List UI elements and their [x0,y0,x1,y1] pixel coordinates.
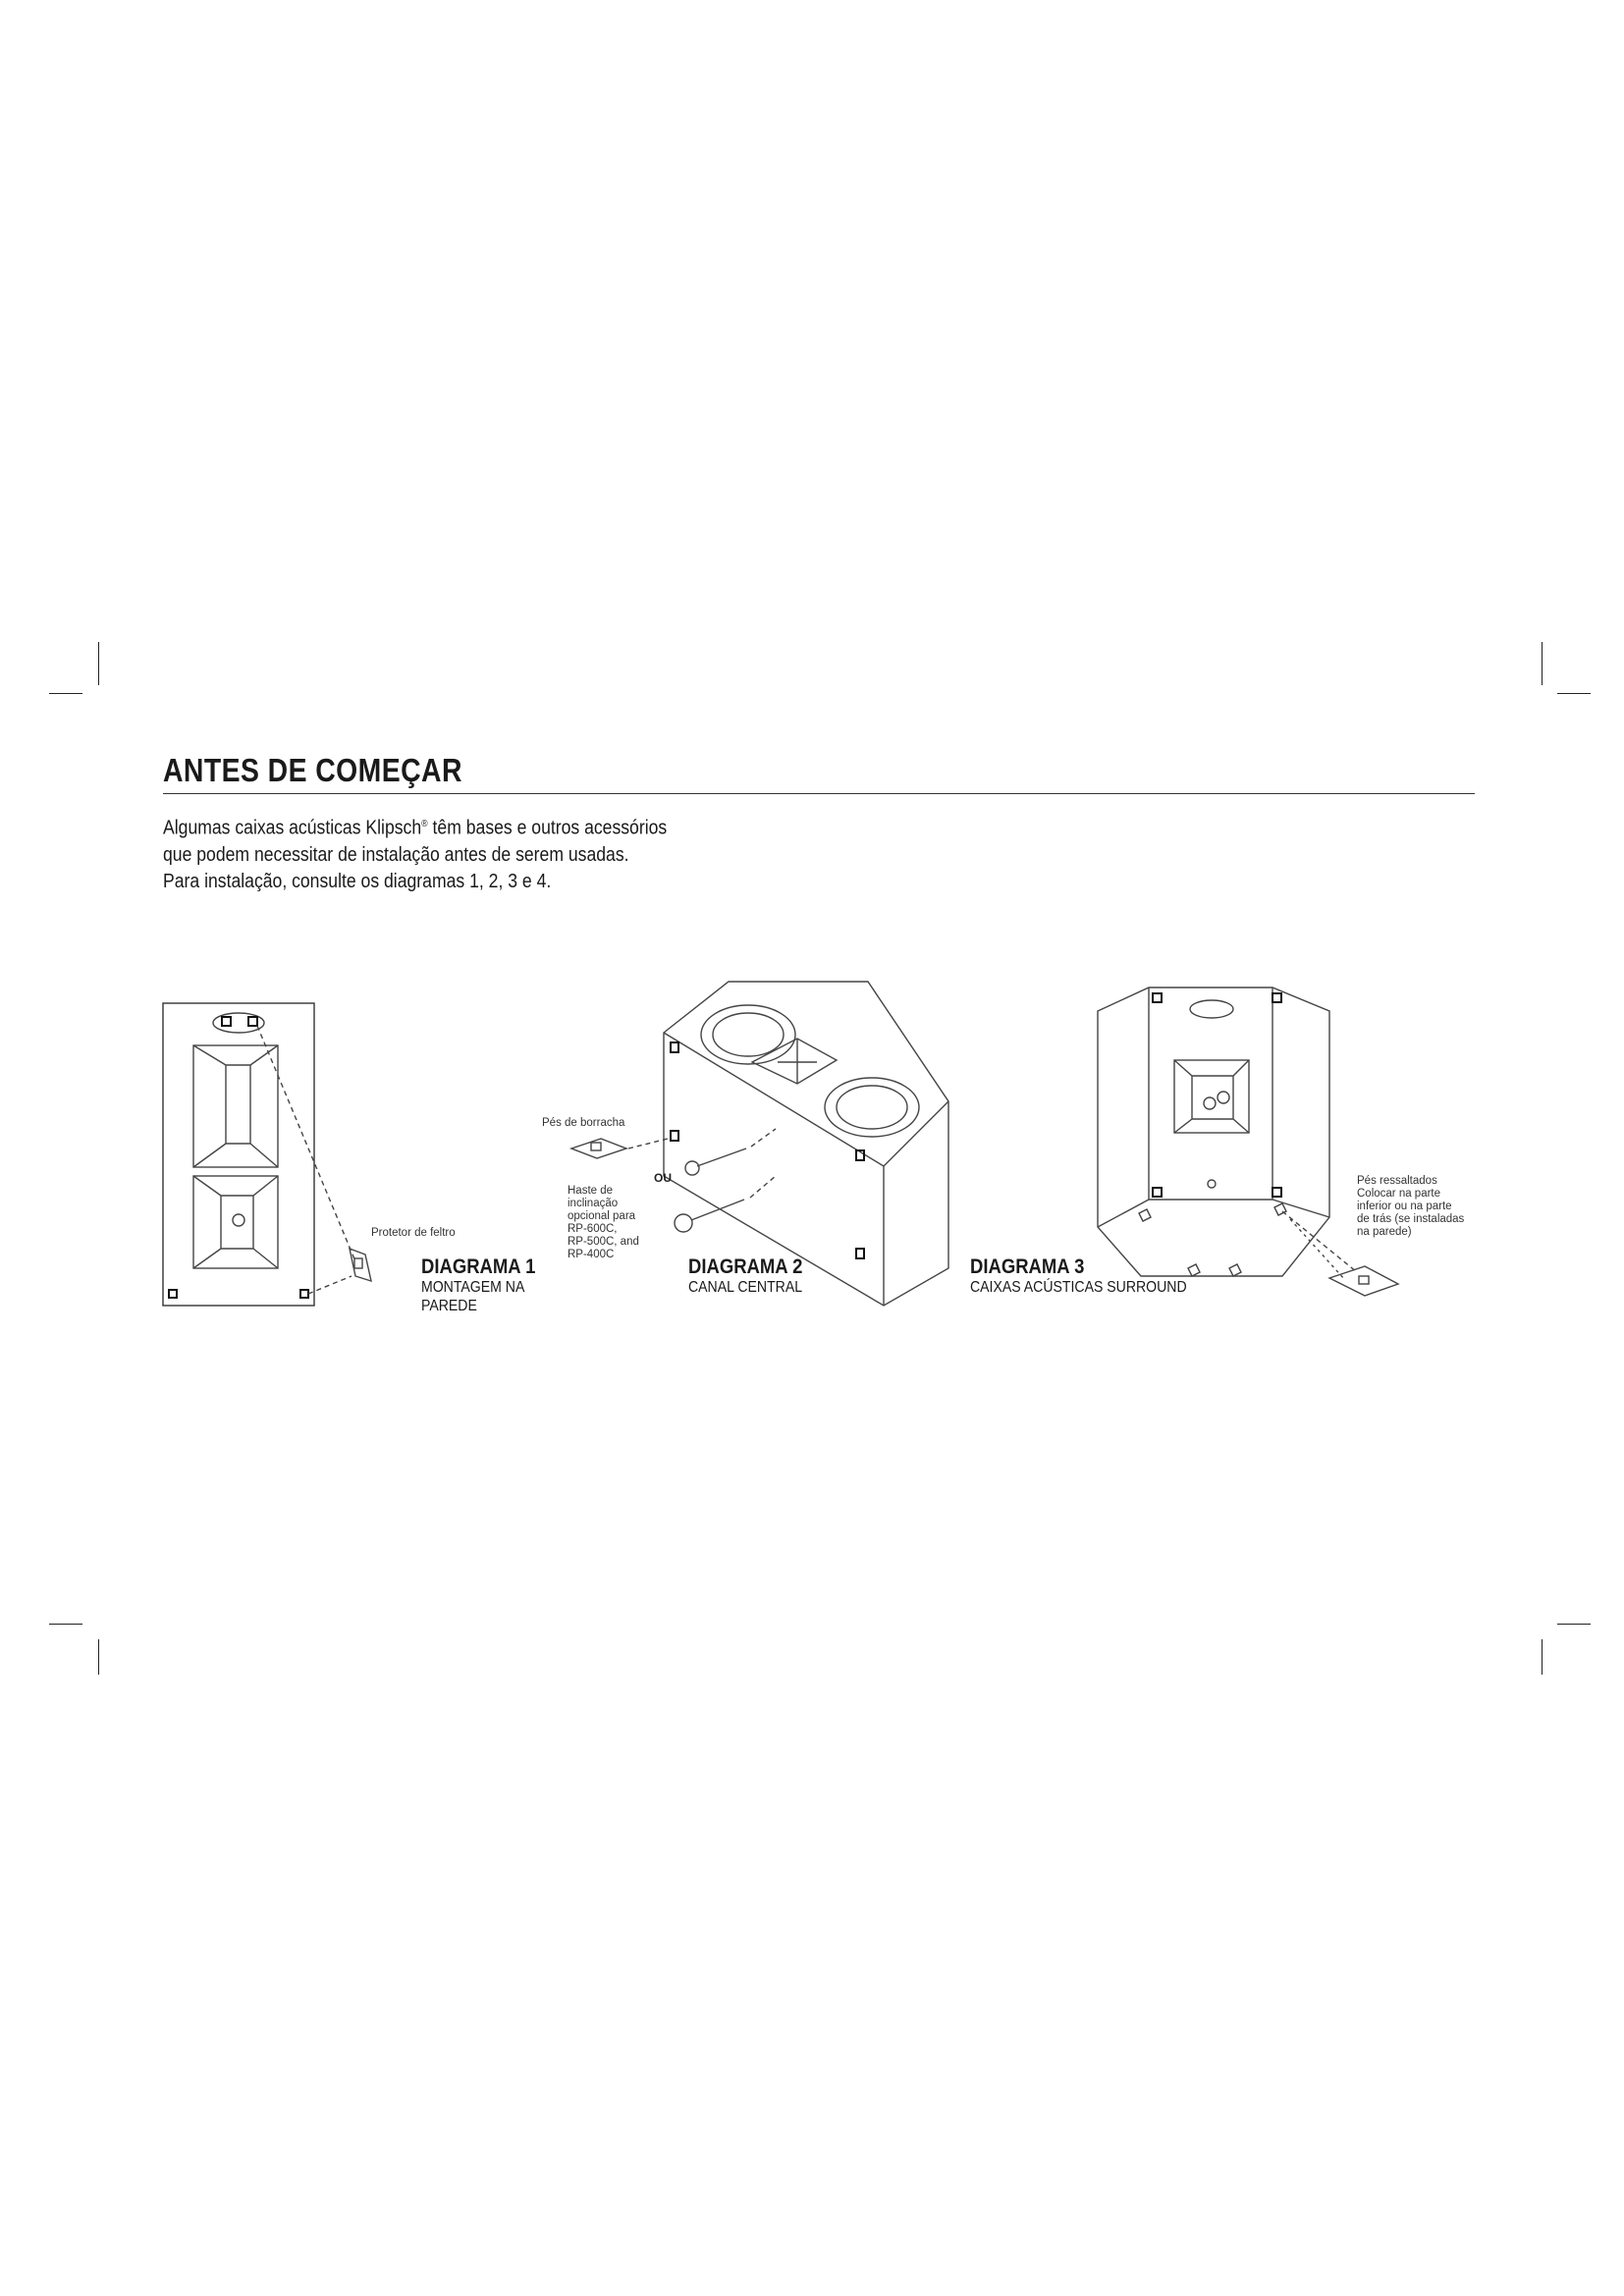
callout-felt-protector: Protetor de feltro [371,1227,456,1239]
intro-line-2: que podem necessitar de instalação antes de serem usadas. [163,843,629,866]
intro-line-3: Para instalação, consulte os diagramas 1, 2, 3 e 4. [163,870,552,892]
section-title: ANTES DE COMEÇAR [163,752,462,788]
wall-mount-speaker-illustration [163,1003,371,1306]
callout-tilt-rod: Haste de inclinação opcional para RP-600C, RP-500C, and RP-400C [568,1185,639,1260]
diagram-3-title: DIAGRAMA 3 [970,1255,1085,1278]
callout-rubber-feet: Pés de borracha [542,1117,625,1129]
diagram-3-subtitle: CAIXAS ACÚSTICAS SURROUND [970,1279,1187,1296]
callout-raised-feet: Pés ressaltados Colocar na parte inferior ou na parte de trás (se instaladas na parede) [1357,1175,1465,1238]
diagram-2-title: DIAGRAMA 2 [688,1255,803,1278]
intro-line-1a: Algumas caixas acústicas Klipsch [163,817,422,839]
diagram-1-subtitle-line-2: PAREDE [421,1298,477,1314]
diagram-1-subtitle-line-1: MONTAGEM NA [421,1279,525,1296]
diagram-2-subtitle: CANAL CENTRAL [688,1279,803,1296]
callout-or: OU [654,1171,672,1185]
surround-speaker-illustration [1098,988,1398,1296]
diagram-1-title: DIAGRAMA 1 [421,1255,536,1278]
registered-mark: ® [421,819,428,829]
intro-line-1b: têm bases e outros acessórios [427,817,668,839]
